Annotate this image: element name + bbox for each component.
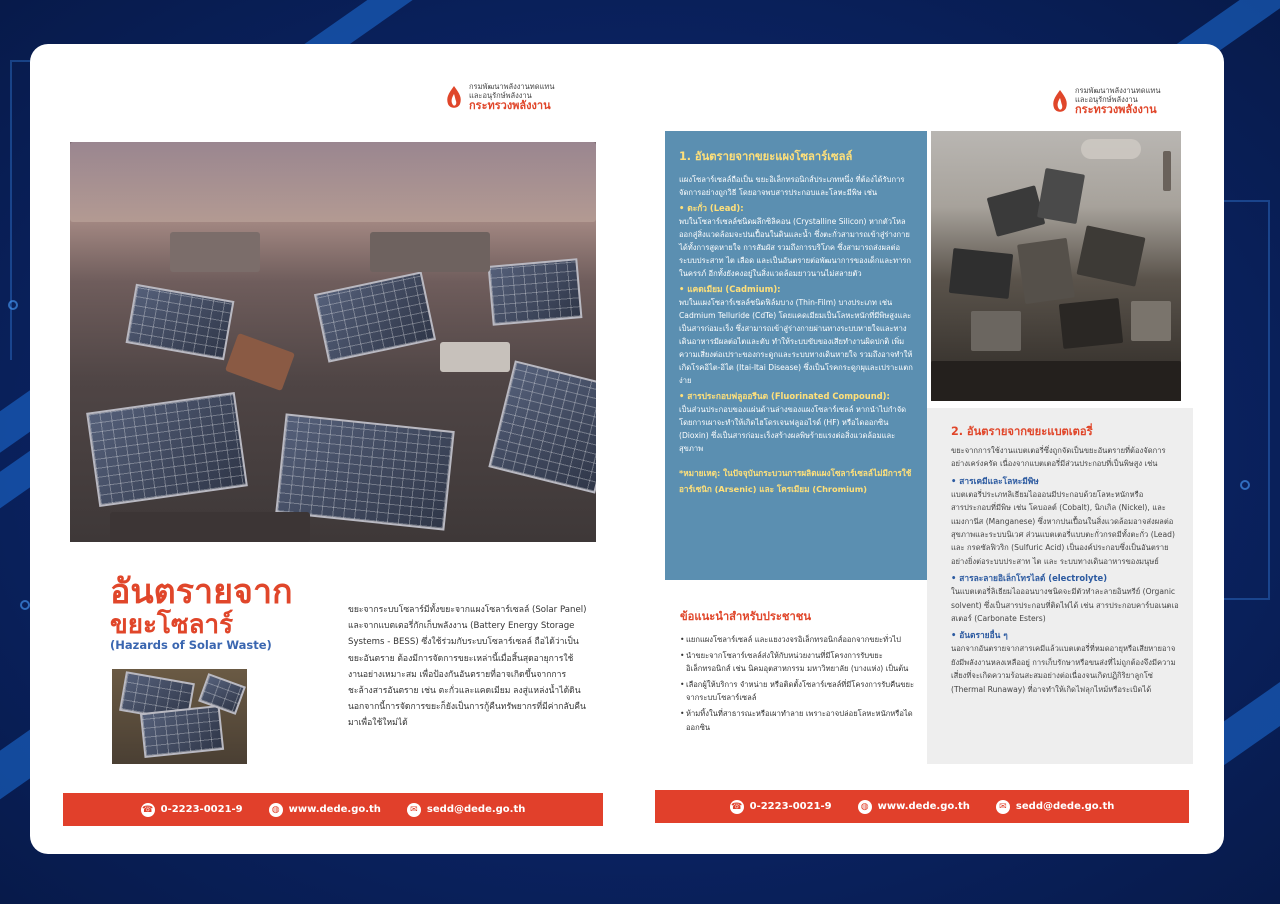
logo-right [1050,86,1161,117]
page-title-english: (Hazards of Solar Waste) [110,638,272,652]
chemicals-text: แบตเตอรี่ประเภทลิเธียมไอออนมีประกอบด้วยโลหะหนักหรือสารประกอบที่มีพิษ เช่น โคบอลต์ (Cobalt), นิกเกิล (Nickel), และ แมงกานีส (Manganese) ซึ่งหากปนเปื้อนในสิ่งแวดล้อมอาจส่งผลต่อสุขภาพและระบบนิเวศ ส่วนแบตเตอรี่แบบตะกั่วกรดมีทั้งตะกั่ว (Lead) และ กรดซัลฟิวริก (Sulfuric Acid) เป็นองค์ประกอบซึ่งเป็นอันตรายอย่างยิ่งต่อระบบประสาท ไต และ ระบบทางเดินอาหารของมนุษย์ [951,489,1175,566]
section-solar-panel-hazards [665,131,927,580]
email-text: sedd@dede.go.th [426,804,526,815]
website-text: www.dede.go.th [288,804,381,815]
cadmium-text: พบในแผงโซลาร์เซลล์ชนิดฟิล์มบาง (Thin-Film) บางประเภท เช่น Cadmium Telluride (CdTe) โดยแคดเมียมเป็นโลหะหนักที่มีพิษสูงและเป็นสารก่อมะเร็ง ซึ่งสามารถเข้าสู่ร่างกายผ่านทางระบบหายใจและทางเดินอาหารมีผลต่อไตและตับ ทำให้ระบบขับของเสียทำงานผิดปกติ เพิ่มความเสี่ยงต่อเปราะของกระดูกและระบบทางเดินหายใจ รวมถึงอาจทำให้เกิดโรคอิไต-อิไต (Itai-Itai Disease) ซึ่งเป็นโรคกระดูกผุและเปราะแตกง่าย [679,298,913,385]
advice-item: • แยกแผงโซลาร์เซลล์ และแยงวงจรอิเล็กทรอนิกส์ออกจากขยะทั่วไป [680,633,920,647]
logo-line1: กรมพัฒนาพลังงานทดแทน [469,82,555,91]
public-advice [680,607,920,736]
section1-note: *หมายเหตุ: ในปัจจุบันกระบวนการผลิตแผงโซลาร์เซลล์ไม่มีการใช้อาร์เซนิก (Arsenic) และ โครเมียม (Chromium) [679,468,912,494]
website-link[interactable] [858,800,970,814]
logo-line1: กรมพัฒนาพลังงานทดแทน [1075,86,1161,95]
logo-line2: และอนุรักษ์พลังงาน [1075,95,1138,104]
advice-heading: ข้อแนะนำสำหรับประชาชน [680,610,811,623]
mail-icon: ✉ [407,803,421,817]
brochure-sheet [30,44,1224,854]
logo-org: กระทรวงพลังงาน [469,100,551,112]
battery-waste-photo [931,131,1181,401]
mail-icon: ✉ [996,800,1010,814]
section1-intro: แผงโซลาร์เซลล์ถือเป็น ขยะอิเล็กทรอนิกส์ประเภทหนึ่ง ที่ต้องได้รับการจัดการอย่างถูกวิธี โดยอาจพบสารประกอบและโลหะมีพิษ เช่น [679,175,905,197]
section-battery-hazards [927,408,1193,764]
phone-text: 0-2223-0021-9 [160,804,243,815]
lead-text: พบในโซลาร์เซลล์ชนิดผลึกซิลิคอน (Crystalline Silicon) หากตัวโหลออกสู่สิ่งแวดล้อมจะปนเปื้อนในดินและน้ำ ซึ่งตะกั่วสามารถเข้าสู่ร่างกายได้ทั้งการสูดหายใจ การสัมผัส รวมถึงการบริโภค ซึ่งสามารถส่งผลต่อระบบประสาท ไต เลือด และเป็นอันตรายต่อพัฒนาการของเด็กและทารกในครรภ์ อีกทั้งยังคงอยู่ในสิ่งแวดล้อมยาวนานไม่สลายตัว [679,217,912,278]
page-title: อันตรายจาก [110,572,293,612]
advice-item: • เลือกผู้ให้บริการ จำหน่าย หรือติดตั้งโซลาร์เซลล์ที่มีโครงการรับคืนขยะจากระบบโซลาร์เซลล์ [680,678,920,705]
fluorinated-text: เป็นส่วนประกอบของแผ่นด้านล่างของแผงโซลาร์เซลล์ หากนำไปกำจัดโดยการเผาจะทำให้เกิดไฮโดรเจนฟลูออไรด์ (HF) หรือไดออกซิน (Dioxin) ซึ่งเป็นสารก่อมะเร็งสร้างผลพิษร้ายแรงต่อสิ่งแวดล้อมและสุขภาพ [679,405,907,453]
advice-item: • ห้ามทิ้งในที่สาธารณะหรือเผาทำลาย เพราะอาจปล่อยโลหะหนักหรือไดออกซิน [680,707,920,734]
advice-item: • นำขยะจากโซลาร์เซลล์ส่งให้กับหน่วยงานที่มีโครงการรับขยะอิเล็กทรอนิกส์ เช่น นิคมอุตสาหกรรม มหาวิทยาลัย (บางแห่ง) เป็นต้น [680,649,920,676]
flame-logo-icon [1050,89,1070,115]
section1-heading: 1. อันตรายจากขยะแผงโซลาร์เซลล์ [679,150,853,163]
footer-left [63,793,603,826]
logo-line2: และอนุรักษ์พลังงาน [469,91,532,100]
phone-icon: ☎ [142,804,154,815]
globe-icon: ◍ [858,800,872,814]
cadmium-title: • แคดเมียม (Cadmium): [679,284,781,294]
intro-paragraph: ขยะจากระบบโซลาร์มีทั้งขยะจากแผงโซลาร์เซลล์ (Solar Panel) และจากแบตเตอรี่กักเก็บพลังงาน (Battery Energy Storage Systems - BESS) ซึ่งใช้ร่วมกับระบบโซลาร์เซลล์ ถือได้ว่าเป็นขยะอันตราย ต้องมีการจัดการขยะเหล่านี้เมื่อสิ้นสุดอายุการใช้งานอย่างเหมาะสม เพื่อป้องกันอันตรายที่อาจเกิดขึ้นจากการชะล้างสารอันตราย เช่น ตะกั่วและแคดเมียม ลงสู่แหล่งน้ำได้ดิน นอกจากนี้การจัดการขยะก็ยังเป็นการกู้คืนทรัพยากรที่มีค่ากลับคืนมาเพื่อใช้ใหม่ได้ [348,605,587,729]
phone-text: 0-2223-0021-9 [749,801,832,812]
other-hazards-text: นอกจากอันตรายจากสารเคมีแล้วแบตเตอรี่ที่หมดอายุหรือเสียหายอาจยังมีพลังงานหลงเหลืออยู่ การเก็บรักษาหรือขนส่งที่ไม่ถูกต้องจึงมีความเสี่ยงที่จะเกิดความร้อนสะสมอย่างต่อเนื่องจนเกิดปฏิกิริยาลูกโซ่ (Thermal Runaway) ที่อาจทำให้เกิดไฟลุกไหม้หรือระเบิดได้ [951,644,1176,694]
fluorinated-title: • สารประกอบฟลูออรีนต (Fluorinated Compound): [679,391,890,401]
chemicals-title: • สารเคมีและโลหะมีพิษ [951,475,1039,486]
solar-panel-thumbnail [112,669,247,764]
page-subtitle: ขยะโซลาร์ [110,610,234,640]
phone-icon: ☎ [731,801,743,812]
flame-logo-icon [444,85,464,111]
section2-intro: ขยะจากการใช้งานแบตเตอรี่ซึ่งถูกจัดเป็นขยะอันตรายที่ต้องจัดการอย่างเคร่งครัด เนื่องจากแบตเตอรี่มีส่วนประกอบที่เป็นพิษสูง เช่น [951,446,1166,469]
solar-waste-photo [70,142,596,542]
footer-right [655,790,1189,823]
email-link[interactable] [407,803,525,817]
phone-contact[interactable] [730,800,832,814]
email-text: sedd@dede.go.th [1015,801,1115,812]
website-text: www.dede.go.th [877,801,970,812]
website-link[interactable] [269,803,381,817]
electrolyte-text: ในแบตเตอรี่ลิเธียมไอออนบางชนิดจะมีตัวทำละลายอินทรีย์ (Organic solvent) ซึ่งเป็นสารประกอบที่ติดไฟได้ เช่น สารประกอบคาร์บอเนตเอสเตอร์ (Carbonate Esters) [951,587,1179,624]
lead-title: • ตะกั่ว (Lead): [679,203,744,213]
logo-left [444,82,555,113]
other-hazards-title: • อันตรายอื่น ๆ [951,630,1008,641]
section2-heading: 2. อันตรายจากขยะแบตเตอรี่ [951,425,1093,438]
logo-org: กระทรวงพลังงาน [1075,104,1157,116]
email-link[interactable] [996,800,1114,814]
globe-icon: ◍ [269,803,283,817]
phone-contact[interactable] [141,803,243,817]
electrolyte-title: • สารละลายอิเล็กโทรไลต์ (electrolyte) [951,573,1108,584]
